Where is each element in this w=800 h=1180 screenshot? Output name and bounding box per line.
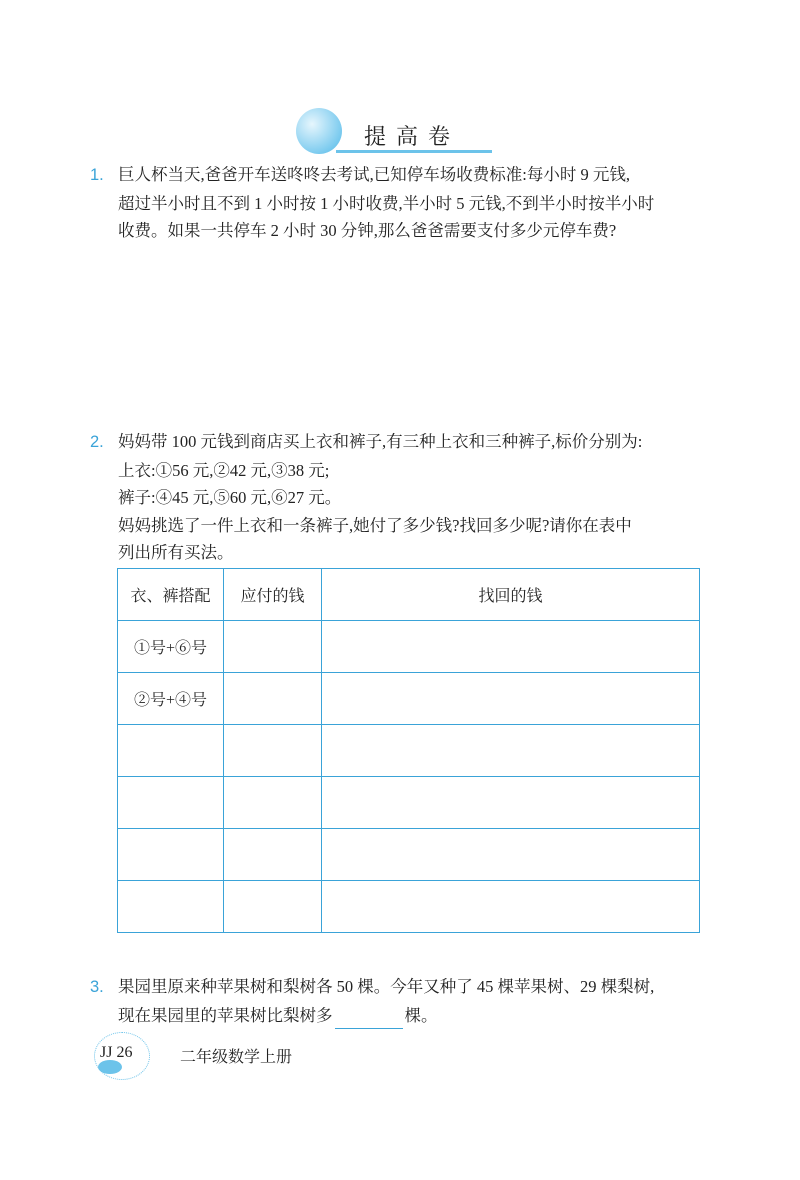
book-title: 二年级数学上册 <box>180 1049 293 1066</box>
change-cell[interactable] <box>322 725 700 777</box>
pay-cell[interactable] <box>224 777 322 829</box>
question-text: 果园里原来种苹果树和梨树各 50 棵。今年又种了 45 棵苹果树、29 棵梨树, <box>118 977 655 996</box>
question-number: 2. <box>90 433 104 451</box>
table-header-row <box>118 569 700 621</box>
question-text: 收费。如果一共停车 2 小时 30 分钟,那么爸爸需要支付多少元停车费? <box>118 221 617 240</box>
page-number: JJ 26 <box>100 1044 133 1061</box>
section-title: 提高卷 <box>364 125 461 150</box>
pay-cell[interactable] <box>224 673 322 725</box>
question-1 <box>90 161 654 245</box>
whale-icon <box>98 1060 122 1074</box>
answer-table <box>117 568 700 933</box>
question-number: 3. <box>90 978 104 996</box>
question-text: 妈妈带 100 元钱到商店买上衣和裤子,有三种上衣和三种裤子,标价分别为: <box>118 432 643 451</box>
question-text: 巨人杯当天,爸爸开车送咚咚去考试,已知停车场收费标准:每小时 9 元钱, <box>118 165 630 184</box>
table-row <box>118 829 700 881</box>
table-row <box>118 777 700 829</box>
dolphin-icon <box>296 108 342 154</box>
question-text: 妈妈挑选了一件上衣和一条裤子,她付了多少钱?找回多少呢?请你在表中 <box>118 515 632 535</box>
question-text: 列出所有买法。 <box>118 543 234 562</box>
question-text: 裤子:④45 元,⑤60 元,⑥27 元。 <box>118 488 342 507</box>
section-header <box>296 108 496 158</box>
pay-cell[interactable] <box>224 881 322 933</box>
question-number: 1. <box>90 166 104 184</box>
answer-blank[interactable] <box>335 1010 403 1029</box>
header-cell: 衣、裤搭配 <box>118 569 224 621</box>
question-2 <box>90 428 642 567</box>
pay-cell[interactable] <box>224 829 322 881</box>
combo-cell[interactable] <box>118 725 224 777</box>
table-row <box>118 621 700 673</box>
combo-cell[interactable] <box>118 777 224 829</box>
change-cell[interactable] <box>322 829 700 881</box>
table-row <box>118 881 700 933</box>
header-cell: 找回的钱 <box>322 569 700 621</box>
pay-cell[interactable] <box>224 621 322 673</box>
question-text: 棵。 <box>404 1005 438 1025</box>
change-cell[interactable] <box>322 777 700 829</box>
combo-cell: ①号+⑥号 <box>118 621 224 673</box>
change-cell[interactable] <box>322 881 700 933</box>
pay-cell[interactable] <box>224 725 322 777</box>
question-text: 上衣:①56 元,②42 元,③38 元; <box>118 460 330 480</box>
header-cell: 应付的钱 <box>224 569 322 621</box>
change-cell[interactable] <box>322 673 700 725</box>
question-text: 现在果园里的苹果树比梨树多 <box>118 1005 333 1025</box>
table-row <box>118 673 700 725</box>
combo-cell[interactable] <box>118 829 224 881</box>
combo-cell: ②号+④号 <box>118 673 224 725</box>
question-text: 超过半小时且不到 1 小时按 1 小时收费,半小时 5 元钱,不到半小时按半小时 <box>118 193 655 213</box>
question-3 <box>90 973 654 1029</box>
change-cell[interactable] <box>322 621 700 673</box>
combo-cell[interactable] <box>118 881 224 933</box>
table-row <box>118 725 700 777</box>
